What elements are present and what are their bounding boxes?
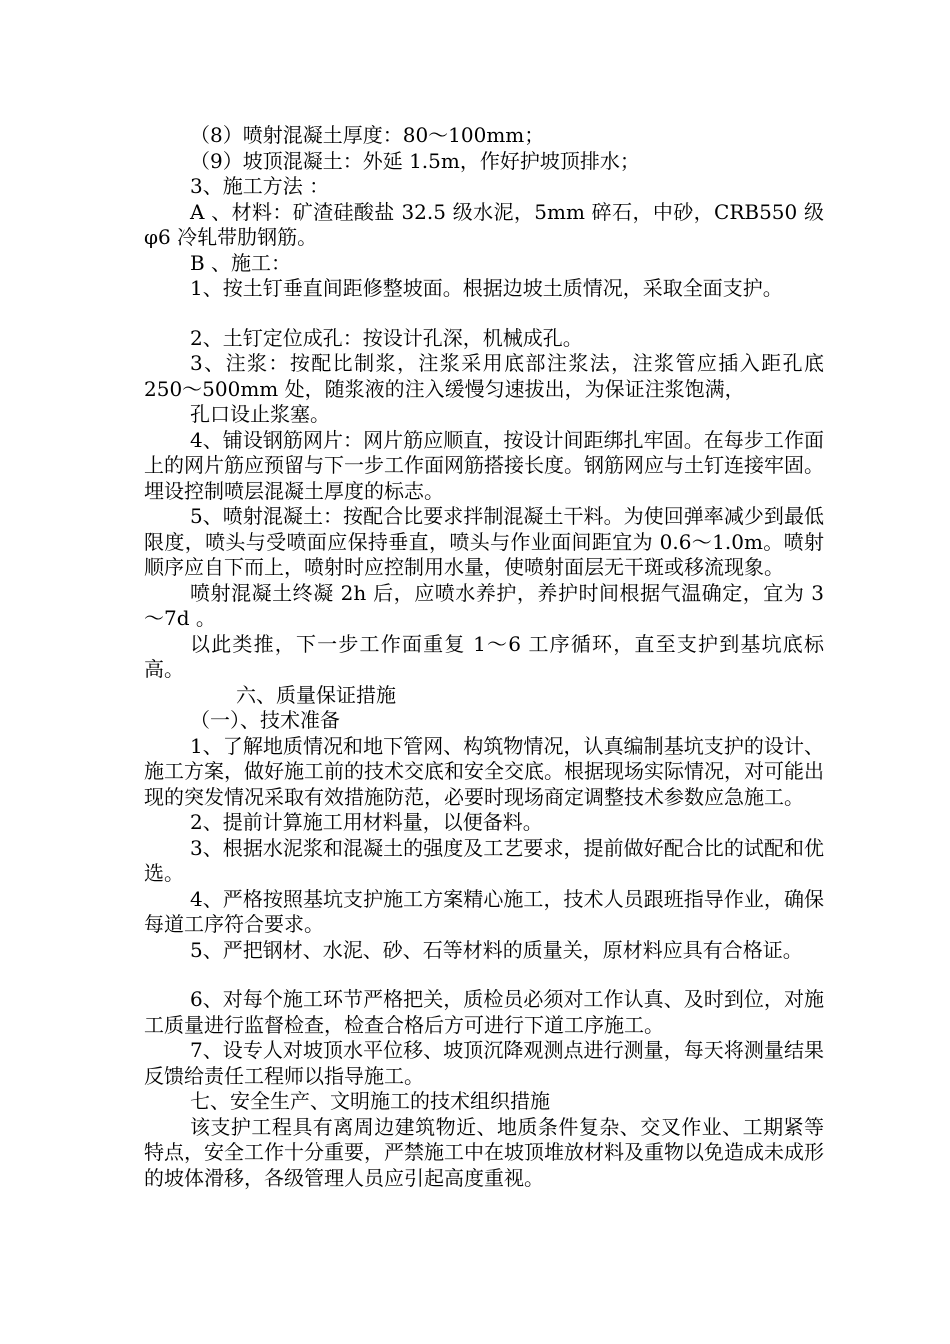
paragraph-slope-top-concrete: （9）坡顶混凝土：外延 1.5m，作好护坡顶排水； bbox=[190, 148, 640, 173]
qa-item-4: 4、严格按照基坑支护施工方案精心施工，技术人员跟班指导作业，确保每道工序符合要求。 bbox=[144, 886, 824, 936]
step-2-drilling: 2、土钉定位成孔：按设计孔深，机械成孔。 bbox=[190, 325, 583, 350]
qa-item-3: 3、根据水泥浆和混凝土的强度及工艺要求，提前做好配合比的试配和优选。 bbox=[144, 835, 824, 885]
blank-line bbox=[144, 302, 824, 326]
qa-item-6: 6、对每个施工环节严格把关，质检员必须对工作认真、及时到位，对施工质量进行监督检查，检查合格后方可进行下道工序施工。 bbox=[144, 987, 824, 1037]
paragraph-shotcrete-thickness: （8）喷射混凝土厚度：80～100mm； bbox=[190, 123, 545, 147]
heading-technical-preparation: （一）、技术准备 bbox=[190, 708, 340, 732]
paragraph-materials: A 、材料：矿渣硅酸盐 32.5 级水泥，5mm 碎石，中砂，CRB550 级φ6 冷轧带肋钢筋。 bbox=[144, 199, 824, 249]
qa-item-1: 1、了解地质情况和地下管网、构筑物情况，认真编制基坑支护的设计、施工方案，做好施工前的技术交底和安全交底。根据现场实际情况，对可能出现的突发情况采取有效措施防范，必要时现场商定调整技术参数应急施工。 bbox=[144, 733, 824, 809]
step-3-grouting-continued: 孔口设止浆塞。 bbox=[190, 402, 330, 426]
paragraph-repeat-cycle: 以此类推，下一步工作面重复 1～6 工序循环，直至支护到基坑底标高。 bbox=[144, 631, 824, 681]
qa-item-5: 5、严把钢材、水泥、砂、石等材料的质量关，原材料应具有合格证。 bbox=[190, 937, 803, 962]
qa-item-2: 2、提前计算施工用材料量，以便备料。 bbox=[190, 810, 543, 834]
document-page bbox=[144, 123, 824, 1191]
paragraph-safety-intro: 该支护工程具有离周边建筑物近、地质条件复杂、交叉作业、工期紧等特点，安全工作十分重要，严禁施工中在坡顶堆放材料及重物以免造成未成形的坡体滑移，各级管理人员应引起高度重视。 bbox=[144, 1114, 824, 1190]
step-3-grouting: 3、注浆：按配比制浆，注浆采用底部注浆法，注浆管应插入距孔底 250～500mm 处，随浆液的注入缓慢匀速拔出，为保证注浆饱满， bbox=[144, 351, 824, 401]
paragraph-curing: 喷射混凝土终凝 2h 后，应喷水养护，养护时间根据气温确定，宜为 3～7d 。 bbox=[144, 580, 824, 630]
heading-safety-measures: 七、安全生产、文明施工的技术组织措施 bbox=[190, 1089, 550, 1113]
step-4-mesh: 4、铺设钢筋网片：网片筋应顺直，按设计间距绑扎牢固。在每步工作面上的网片筋应预留与下一步工作面网筋搭接长度。钢筋网应与土钉连接牢固。埋设控制喷层混凝土厚度的标志。 bbox=[144, 427, 824, 503]
heading-construction-method: 3、施工方法 ： bbox=[190, 174, 330, 198]
heading-construction: B 、施工： bbox=[190, 250, 292, 275]
step-1-trim-slope: 1、按土钉垂直间距修整坡面。根据边坡土质情况，采取全面支护。 bbox=[190, 276, 783, 300]
step-5-shotcrete: 5、喷射混凝土：按配合比要求拌制混凝土干料。为使回弹率减少到最低限度，喷头与受喷面应保持垂直，喷头与作业面间距宜为 0.6～1.0m。喷射顺序应自下而上，喷射时应控制用水量，使喷射面层无干斑或移流现象。 bbox=[144, 504, 824, 579]
heading-quality-assurance: 六、质量保证措施 bbox=[236, 682, 396, 707]
blank-line bbox=[144, 963, 824, 987]
qa-item-7: 7、设专人对坡顶水平位移、坡顶沉降观测点进行测量，每天将测量结果反馈给责任工程师以指导施工。 bbox=[144, 1038, 824, 1088]
